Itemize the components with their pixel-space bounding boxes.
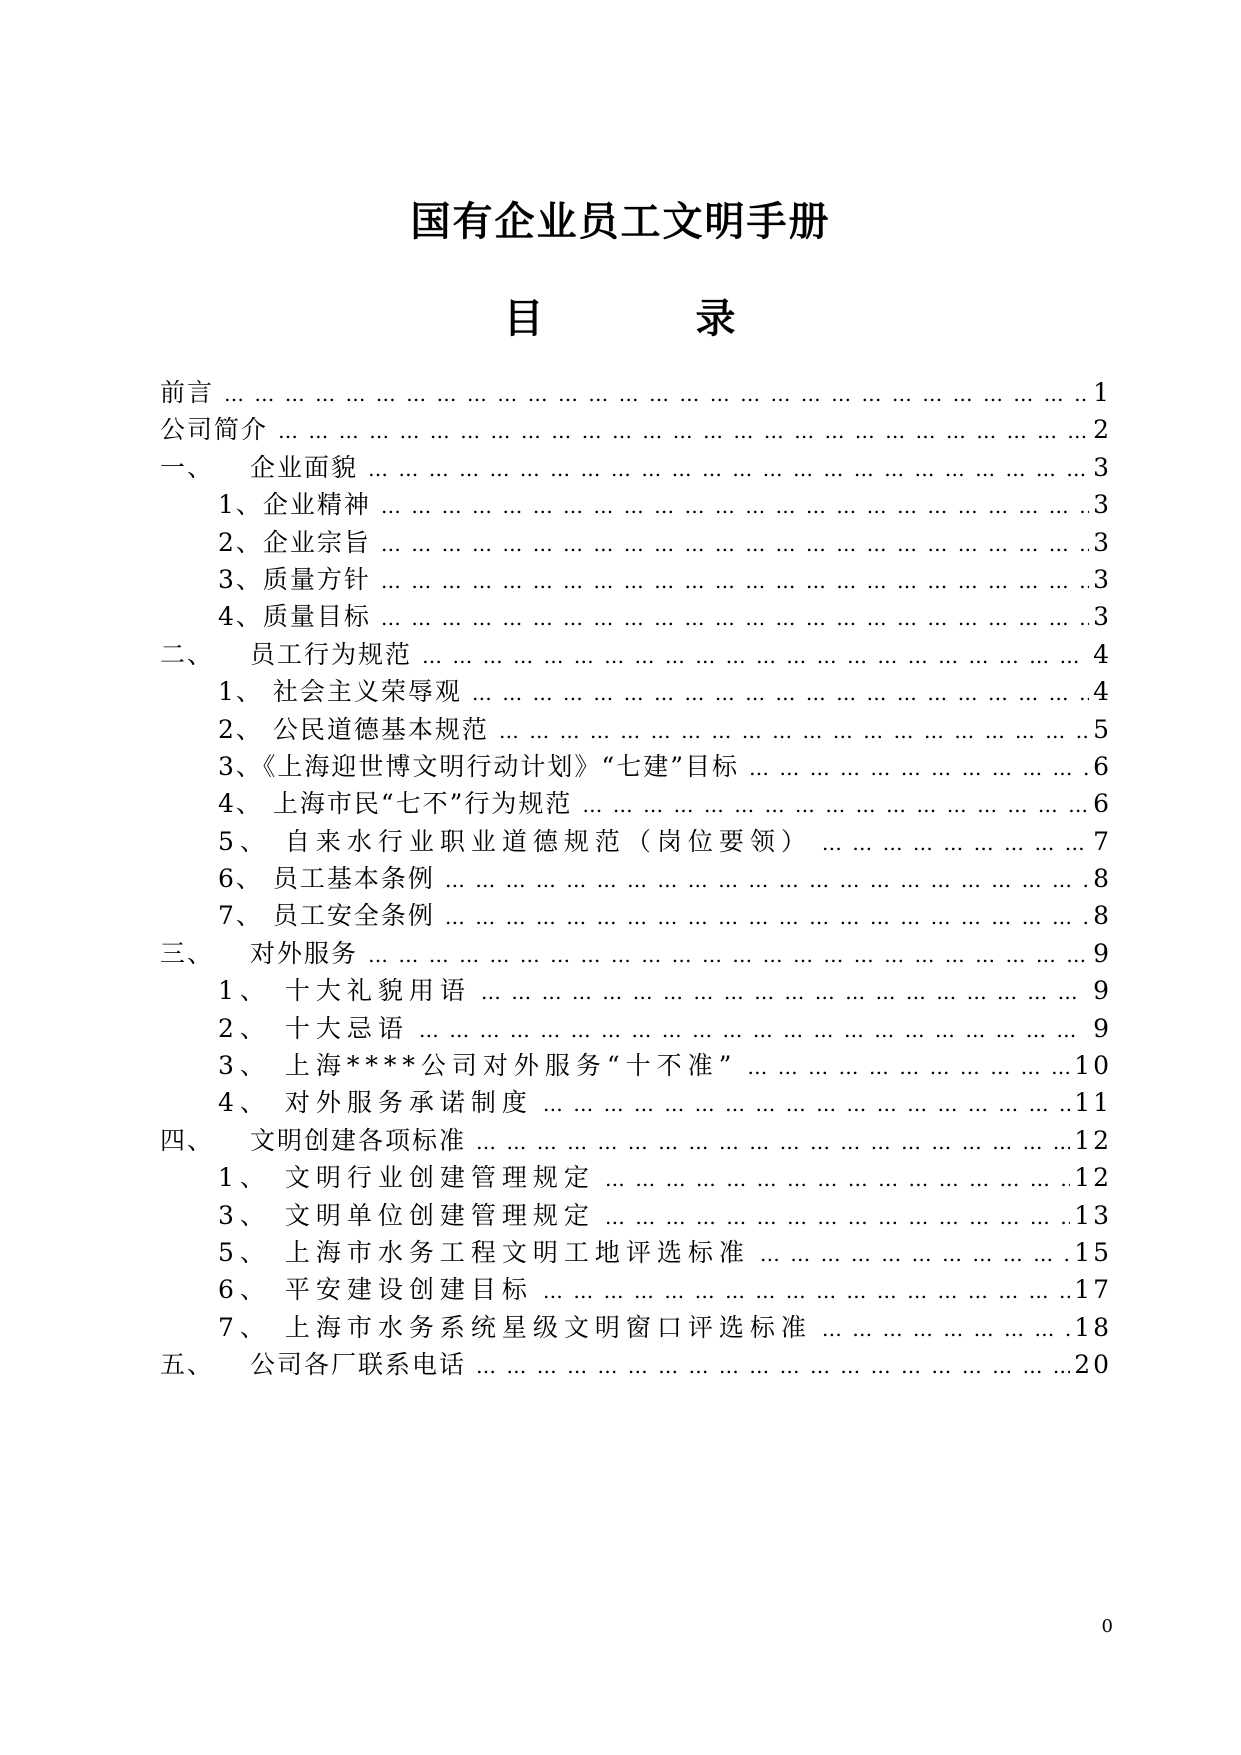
toc-entry-label [160, 636, 412, 673]
toc-dot-leader [368, 451, 1089, 488]
toc-dot-leader [749, 750, 1089, 787]
toc-entry-label [218, 785, 572, 822]
toc-entry-text: 前言 [160, 378, 215, 407]
toc-entry-text: 员工行为规范 [250, 639, 413, 669]
toc-dot-leader [445, 862, 1089, 899]
toc-dot-leader [381, 563, 1089, 600]
toc-entry[interactable] [160, 411, 1112, 448]
toc-entry[interactable] [160, 449, 1112, 486]
toc-entry-text: 1、 文明行业创建管理规定 [218, 1163, 595, 1193]
toc-entry-number: 三、 [160, 938, 215, 968]
table-of-contents [160, 374, 1112, 1384]
toc-entry[interactable] [160, 1122, 1112, 1159]
toc-entry[interactable] [160, 1047, 1112, 1084]
toc-entry[interactable] [160, 636, 1112, 673]
toc-entry-text: 3、《上海迎世博文明行动计划》“七建”目标 [218, 751, 739, 781]
toc-entry[interactable] [160, 1271, 1112, 1308]
toc-entry-page: 12 [1074, 1163, 1112, 1193]
toc-entry[interactable] [160, 748, 1112, 785]
toc-entry-page: 3 [1093, 602, 1112, 632]
toc-entry-page: 3 [1093, 527, 1112, 557]
toc-entry-page: 7 [1093, 826, 1112, 856]
toc-entry-label [160, 411, 268, 448]
toc-entry[interactable] [160, 860, 1112, 897]
toc-dot-leader [760, 1236, 1070, 1273]
toc-entry[interactable] [160, 785, 1112, 822]
toc-entry-label [160, 1122, 466, 1159]
toc-entry-label [218, 748, 739, 785]
toc-dot-leader [278, 413, 1089, 450]
toc-entry-label [218, 972, 471, 1009]
toc-entry-text: 2、 十大忌语 [218, 1013, 409, 1043]
toc-dot-leader [224, 376, 1089, 413]
toc-entry-number: 二、 [160, 639, 215, 669]
toc-entry-page: 10 [1074, 1051, 1112, 1081]
toc-dot-leader [582, 787, 1089, 824]
toc-entry-label [218, 1234, 750, 1271]
toc-entry-text: 2、 公民道德基本规范 [218, 714, 489, 744]
toc-dot-leader [605, 1199, 1070, 1236]
toc-entry-page: 3 [1093, 490, 1112, 520]
toc-dot-leader [822, 1311, 1070, 1348]
toc-dot-leader [381, 488, 1089, 525]
toc-dot-leader [822, 825, 1089, 862]
toc-dot-leader [747, 1049, 1070, 1086]
toc-entry-label [218, 486, 371, 523]
toc-entry[interactable] [160, 1234, 1112, 1271]
toc-dot-leader [381, 526, 1089, 563]
toc-entry[interactable] [160, 1346, 1112, 1383]
toc-entry[interactable] [160, 1084, 1112, 1121]
toc-entry[interactable] [160, 711, 1112, 748]
toc-dot-leader [481, 974, 1089, 1011]
toc-entry-label [218, 1159, 595, 1196]
toc-entry-text: 1、企业精神 [218, 490, 371, 520]
toc-entry-label [218, 1084, 533, 1121]
toc-dot-leader [368, 937, 1089, 974]
toc-entry-label [218, 1010, 409, 1047]
toc-entry-page: 1 [1093, 378, 1112, 407]
toc-entry-page: 12 [1074, 1125, 1112, 1155]
toc-entry[interactable] [160, 561, 1112, 598]
toc-entry-text: 3、质量方针 [218, 564, 371, 594]
toc-entry-page: 3 [1093, 564, 1112, 594]
toc-entry-page: 9 [1093, 938, 1112, 968]
toc-entry-label [218, 711, 489, 748]
toc-entry-page: 9 [1093, 1013, 1112, 1043]
toc-dot-leader [381, 600, 1089, 637]
toc-heading-right: 录 [695, 296, 738, 342]
toc-entry[interactable] [160, 1197, 1112, 1234]
toc-entry-label [160, 935, 358, 972]
toc-entry-page: 6 [1093, 751, 1112, 781]
toc-entry-label [218, 598, 371, 635]
toc-entry[interactable] [160, 673, 1112, 710]
toc-entry-page: 11 [1074, 1088, 1112, 1118]
toc-entry-text: 4、 对外服务承诺制度 [218, 1088, 533, 1118]
toc-entry-page: 17 [1074, 1275, 1112, 1305]
toc-entry-text: 6、 平安建设创建目标 [218, 1275, 533, 1305]
toc-entry[interactable] [160, 1159, 1112, 1196]
toc-entry-text: 公司各厂联系电话 [250, 1350, 467, 1380]
toc-entry-text: 4、 上海市民“七不”行为规范 [218, 789, 573, 819]
toc-dot-leader [472, 675, 1089, 712]
toc-entry-page: 4 [1093, 639, 1112, 669]
toc-entry-label [160, 374, 214, 411]
toc-entry-label [218, 1271, 533, 1308]
toc-entry-label [218, 1197, 595, 1234]
toc-entry-label [218, 673, 462, 710]
toc-entry-text: 对外服务 [250, 938, 359, 968]
toc-entry-label [218, 1047, 737, 1084]
toc-entry-text: 7、 员工安全条例 [218, 901, 435, 931]
toc-entry-text: 1、 社会主义荣辱观 [218, 677, 462, 707]
toc-entry[interactable] [160, 1309, 1112, 1346]
toc-entry-page: 6 [1093, 789, 1112, 819]
toc-heading [0, 287, 1241, 344]
toc-entry-page: 20 [1074, 1350, 1112, 1380]
toc-entry-text: 5、 自来水行业职业道德规范（岗位要领） [218, 826, 812, 856]
toc-dot-leader [605, 1161, 1070, 1198]
toc-entry-label [218, 524, 371, 561]
document-title: 国有企业员工文明手册 [410, 199, 831, 245]
toc-entry-page: 3 [1093, 452, 1112, 482]
toc-entry-label [218, 897, 435, 934]
toc-entry-page: 5 [1093, 714, 1112, 744]
toc-entry-text: 4、质量目标 [218, 602, 371, 632]
toc-entry[interactable] [160, 823, 1112, 860]
toc-entry-label [160, 449, 358, 486]
toc-entry-page: 13 [1074, 1200, 1112, 1230]
toc-dot-leader [543, 1086, 1070, 1123]
toc-entry-number: 五、 [160, 1350, 215, 1380]
toc-entry-page: 8 [1093, 901, 1112, 931]
toc-dot-leader [419, 1012, 1089, 1049]
toc-entry-label [218, 1309, 812, 1346]
toc-dot-leader [476, 1348, 1070, 1385]
toc-entry-page: 8 [1093, 864, 1112, 894]
toc-entry-text: 3、 文明单位创建管理规定 [218, 1200, 595, 1230]
toc-entry-text: 2、企业宗旨 [218, 527, 371, 557]
toc-entry-label [218, 561, 371, 598]
toc-entry-text: 6、 员工基本条例 [218, 864, 435, 894]
toc-dot-leader [422, 638, 1089, 675]
toc-dot-leader [445, 899, 1089, 936]
toc-entry-page: 4 [1093, 677, 1112, 707]
toc-entry-page: 2 [1093, 415, 1112, 445]
toc-entry-text: 5、 上海市水务工程文明工地评选标准 [218, 1237, 750, 1267]
toc-entry-text: 企业面貌 [250, 452, 359, 482]
toc-entry[interactable] [160, 1010, 1112, 1047]
toc-entry-label [218, 823, 812, 860]
toc-entry[interactable] [160, 972, 1112, 1009]
toc-entry-label [218, 860, 435, 897]
toc-entry-text: 公司简介 [160, 415, 269, 445]
toc-dot-leader [499, 713, 1089, 750]
toc-entry[interactable] [160, 374, 1112, 411]
toc-entry-label [160, 1346, 466, 1383]
toc-entry-page: 18 [1074, 1312, 1112, 1342]
toc-entry-page: 9 [1093, 976, 1112, 1006]
toc-dot-leader [476, 1124, 1070, 1161]
toc-heading-left: 目 [503, 296, 546, 342]
toc-entry-page: 15 [1074, 1237, 1112, 1267]
toc-dot-leader [543, 1273, 1070, 1310]
toc-entry-number: 一、 [160, 452, 215, 482]
toc-entry-number: 四、 [160, 1125, 215, 1155]
toc-entry-text: 3、 上海****公司对外服务“十不准” [218, 1051, 738, 1081]
toc-entry[interactable] [160, 524, 1112, 561]
toc-entry[interactable] [160, 935, 1112, 972]
toc-entry[interactable] [160, 598, 1112, 635]
toc-entry[interactable] [160, 486, 1112, 523]
toc-entry[interactable] [160, 897, 1112, 934]
page-number: 0 [1101, 1616, 1113, 1637]
toc-entry-text: 1、 十大礼貌用语 [218, 976, 471, 1006]
toc-entry-text: 7、 上海市水务系统星级文明窗口评选标准 [218, 1312, 812, 1342]
toc-entry-text: 文明创建各项标准 [250, 1125, 467, 1155]
